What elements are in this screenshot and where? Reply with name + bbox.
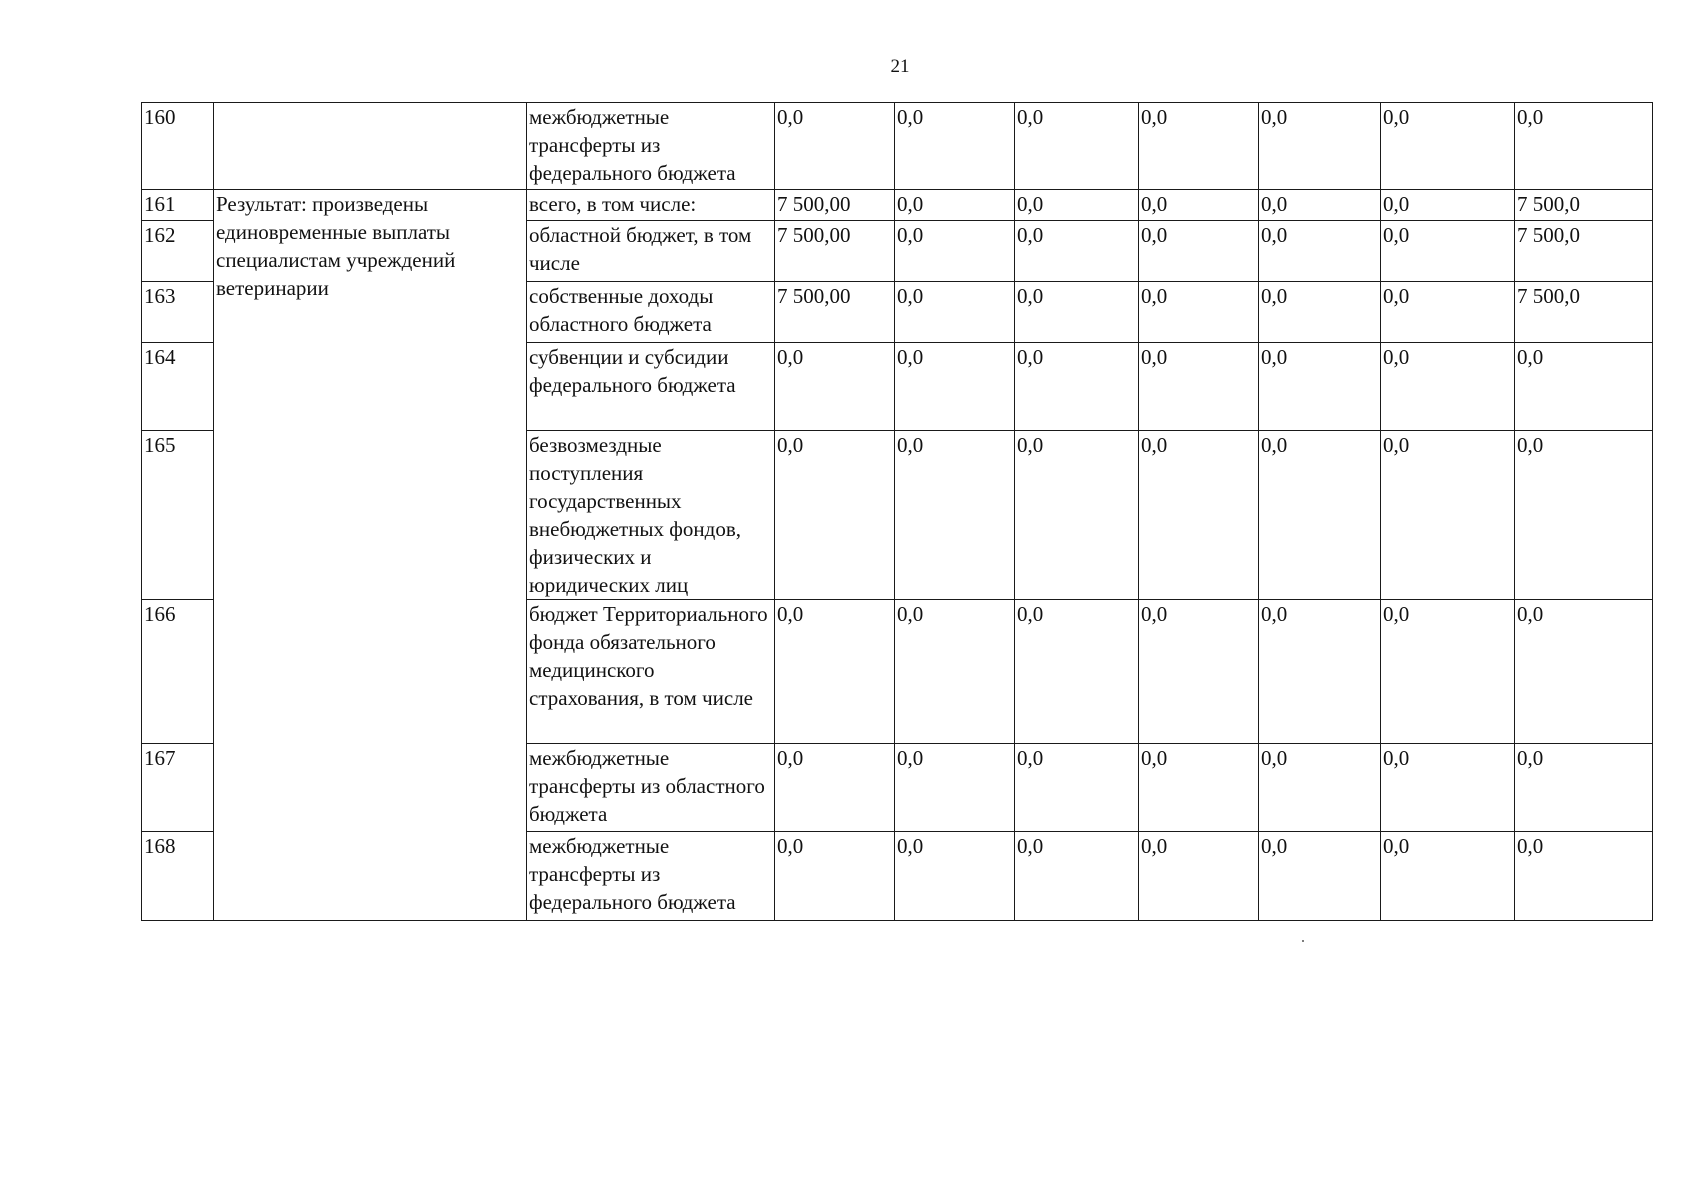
value-cell: 0,0 bbox=[895, 103, 1015, 190]
funding-source: бюджет Территориального фонда обязательного медицинского страхования, в том числе bbox=[527, 600, 775, 744]
value-cell: 0,0 bbox=[1515, 431, 1653, 600]
value-cell: 0,0 bbox=[895, 282, 1015, 343]
value-cell: 0,0 bbox=[895, 600, 1015, 744]
value-cell: 0,0 bbox=[1139, 343, 1259, 431]
value-cell: 0,0 bbox=[895, 832, 1015, 921]
value-cell: 0,0 bbox=[1259, 744, 1381, 832]
value-cell: 0,0 bbox=[1015, 282, 1139, 343]
row-number: 161 bbox=[142, 190, 214, 221]
value-cell: 0,0 bbox=[1381, 190, 1515, 221]
row-number: 168 bbox=[142, 832, 214, 921]
value-cell: 0,0 bbox=[1381, 431, 1515, 600]
value-cell: 0,0 bbox=[1139, 190, 1259, 221]
row-number: 160 bbox=[142, 103, 214, 190]
empty-cell bbox=[214, 103, 527, 190]
scan-speck bbox=[1302, 940, 1304, 942]
value-cell: 0,0 bbox=[1381, 744, 1515, 832]
value-cell: 0,0 bbox=[1515, 103, 1653, 190]
value-cell: 0,0 bbox=[1015, 103, 1139, 190]
value-cell: 7 500,00 bbox=[775, 190, 895, 221]
value-cell: 0,0 bbox=[895, 190, 1015, 221]
budget-table bbox=[141, 102, 1653, 921]
funding-source: собственные доходы областного бюджета bbox=[527, 282, 775, 343]
value-cell: 0,0 bbox=[1139, 103, 1259, 190]
value-cell: 0,0 bbox=[895, 431, 1015, 600]
value-cell: 0,0 bbox=[1515, 600, 1653, 744]
value-cell: 0,0 bbox=[1015, 343, 1139, 431]
value-cell: 0,0 bbox=[1515, 744, 1653, 832]
value-cell: 0,0 bbox=[775, 832, 895, 921]
value-cell: 0,0 bbox=[1381, 600, 1515, 744]
row-number: 164 bbox=[142, 343, 214, 431]
value-cell: 0,0 bbox=[1015, 744, 1139, 832]
row-number: 166 bbox=[142, 600, 214, 744]
value-cell: 0,0 bbox=[1015, 221, 1139, 282]
value-cell: 0,0 bbox=[1259, 832, 1381, 921]
value-cell: 0,0 bbox=[1381, 832, 1515, 921]
value-cell: 0,0 bbox=[1015, 832, 1139, 921]
value-cell: 0,0 bbox=[1015, 431, 1139, 600]
value-cell: 0,0 bbox=[1139, 832, 1259, 921]
value-cell: 0,0 bbox=[1139, 282, 1259, 343]
value-cell: 7 500,00 bbox=[775, 221, 895, 282]
value-cell: 0,0 bbox=[1259, 600, 1381, 744]
row-number: 167 bbox=[142, 744, 214, 832]
value-cell: 0,0 bbox=[1139, 431, 1259, 600]
value-cell: 0,0 bbox=[1259, 103, 1381, 190]
row-number: 163 bbox=[142, 282, 214, 343]
value-cell: 0,0 bbox=[1381, 343, 1515, 431]
value-cell: 7 500,0 bbox=[1515, 282, 1653, 343]
value-cell: 0,0 bbox=[1259, 343, 1381, 431]
value-cell: 0,0 bbox=[1515, 343, 1653, 431]
value-cell: 7 500,0 bbox=[1515, 221, 1653, 282]
value-cell: 0,0 bbox=[1259, 431, 1381, 600]
value-cell: 0,0 bbox=[1381, 221, 1515, 282]
table-row bbox=[142, 103, 1653, 190]
value-cell: 0,0 bbox=[895, 744, 1015, 832]
value-cell: 0,0 bbox=[895, 221, 1015, 282]
value-cell: 0,0 bbox=[775, 600, 895, 744]
value-cell: 0,0 bbox=[1259, 190, 1381, 221]
value-cell: 0,0 bbox=[1381, 282, 1515, 343]
value-cell: 0,0 bbox=[1139, 600, 1259, 744]
funding-source: межбюджетные трансферты из областного бюджета bbox=[527, 744, 775, 832]
funding-source: безвозмездные поступления государственных внебюджетных фондов, физических и юридических лиц bbox=[527, 431, 775, 600]
funding-source: субвенции и субсидии федерального бюджета bbox=[527, 343, 775, 431]
value-cell: 7 500,0 bbox=[1515, 190, 1653, 221]
value-cell: 7 500,00 bbox=[775, 282, 895, 343]
table-row bbox=[142, 190, 1653, 221]
value-cell: 0,0 bbox=[775, 103, 895, 190]
value-cell: 0,0 bbox=[1139, 221, 1259, 282]
value-cell: 0,0 bbox=[1259, 221, 1381, 282]
funding-source: всего, в том числе: bbox=[527, 190, 775, 221]
value-cell: 0,0 bbox=[1015, 600, 1139, 744]
funding-source: областной бюджет, в том числе bbox=[527, 221, 775, 282]
value-cell: 0,0 bbox=[1139, 744, 1259, 832]
row-number: 162 bbox=[142, 221, 214, 282]
row-number: 165 bbox=[142, 431, 214, 600]
value-cell: 0,0 bbox=[1015, 190, 1139, 221]
value-cell: 0,0 bbox=[775, 744, 895, 832]
result-description: Результат: произведены единовременные выплаты специалистам учреждений ветеринарии bbox=[214, 190, 527, 921]
page-number: 21 bbox=[890, 56, 910, 77]
value-cell: 0,0 bbox=[1515, 832, 1653, 921]
value-cell: 0,0 bbox=[775, 343, 895, 431]
value-cell: 0,0 bbox=[1259, 282, 1381, 343]
value-cell: 0,0 bbox=[895, 343, 1015, 431]
funding-source: межбюджетные трансферты из федерального бюджета bbox=[527, 103, 775, 190]
value-cell: 0,0 bbox=[1381, 103, 1515, 190]
value-cell: 0,0 bbox=[775, 431, 895, 600]
funding-source: межбюджетные трансферты из федерального бюджета bbox=[527, 832, 775, 921]
